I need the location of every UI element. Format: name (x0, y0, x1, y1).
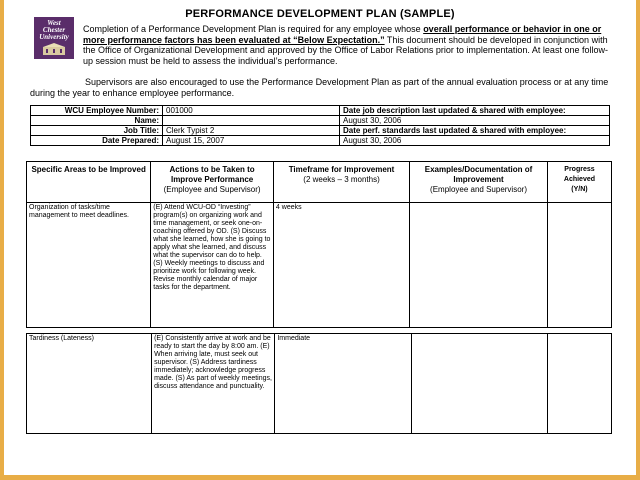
intro-emphasis: overall performance or behavior in one or more performance factors has been evaluated at “Below Expectation.” (83, 24, 602, 45)
row-1-actions[interactable]: (E) Attend WCU-OD “Investing” program(s) on organizing work and time management, or seek one-on-coaching offered by OD. (S) Discuss what she learned, how she is going to apply what she learned, and discuss what the supervisor can do to help. (S) Weekly meetings to discuss and prioritize work for following week. Revise monthly calendar of major tasks for the department. (151, 203, 274, 328)
date-prepared-value[interactable]: August 15, 2007 (163, 136, 340, 146)
header-timeframe-text: Timeframe for Improvement (288, 165, 395, 174)
university-logo (34, 17, 74, 59)
standards-updated-value[interactable]: August 30, 2006 (340, 136, 610, 146)
logo-line-1: West (47, 19, 61, 27)
table-row (27, 334, 612, 434)
row-2-progress[interactable] (548, 334, 612, 434)
logo-line-3: University (39, 33, 69, 41)
intro-text-2: This document should be developed in conjunction with the Office of Organizational Development and approved by the Office of Labor Relations prior to implementation. At least one follow-up session must be held to assess the individual’s performance. (83, 34, 608, 66)
plan-table-1 (26, 161, 612, 328)
date-prepared-label: Date Prepared: (31, 136, 163, 146)
row-1-progress[interactable] (547, 203, 611, 328)
job-title-value[interactable]: Clerk Typist 2 (163, 126, 340, 136)
header-examples-text: Examples/Documentation of Improvement (424, 165, 533, 184)
header-actions-text: Actions to be Taken to Improve Performance (169, 165, 255, 184)
header-areas (27, 162, 151, 203)
header-examples (410, 162, 548, 203)
header-progress-text: Progress Achieved (563, 166, 596, 183)
header-areas-text: Specific Areas to be Improved (31, 165, 146, 174)
intro-paragraph (83, 24, 613, 66)
row-2-area[interactable]: Tardiness (Lateness) (27, 334, 152, 434)
row-2-timeframe[interactable]: Immediate (275, 334, 412, 434)
row-1-area[interactable]: Organization of tasks/time management to meet deadlines. (27, 203, 151, 328)
job-description-updated-value[interactable]: August 30, 2006 (340, 116, 610, 126)
row-1-timeframe[interactable]: 4 weeks (273, 203, 409, 328)
standards-updated-label: Date perf. standards last updated & shared with employee: (340, 126, 610, 136)
header-timeframe-sub: (2 weeks – 3 months) (303, 175, 380, 184)
job-title-label: Job Title: (31, 126, 163, 136)
document-title: PERFORMANCE DEVELOPMENT PLAN (SAMPLE) (185, 8, 455, 20)
header-examples-sub: (Employee and Supervisor) (430, 185, 527, 194)
header-actions (151, 162, 274, 203)
row-1-examples[interactable] (410, 203, 548, 328)
header-progress (547, 162, 611, 203)
table-row (27, 203, 612, 328)
plan-table-2 (26, 333, 612, 434)
name-label: Name: (31, 116, 163, 126)
header-timeframe (273, 162, 409, 203)
employee-number-label: WCU Employee Number: (31, 106, 163, 116)
job-description-updated-label: Date job description last updated & shared with employee: (340, 106, 610, 116)
intro-text-1: Completion of a Performance Development Plan is required for any employee whose (83, 24, 424, 34)
employee-number-value[interactable]: 001000 (163, 106, 340, 116)
employee-info-table (30, 105, 610, 146)
name-value[interactable] (163, 116, 340, 126)
logo-line-2: Chester (42, 26, 66, 34)
row-2-actions[interactable]: (E) Consistently arrive at work and be ready to start the day by 8:00 am. (E) When arriving late, must seek out supervisor. (S) Address tardiness immediately; acknowledge progress made. (S) As part of weekly meetings, discuss attendance and punctuality. (152, 334, 275, 434)
supervisor-paragraph: Supervisors are also encouraged to use the Performance Development Plan as part of the annual evaluation process or at any time during the year to enhance employee performance. (30, 77, 609, 98)
building-icon (41, 43, 67, 55)
header-actions-sub: (Employee and Supervisor) (163, 185, 261, 194)
header-progress-sub: (Y/N) (571, 186, 588, 193)
row-2-examples[interactable] (412, 334, 548, 434)
